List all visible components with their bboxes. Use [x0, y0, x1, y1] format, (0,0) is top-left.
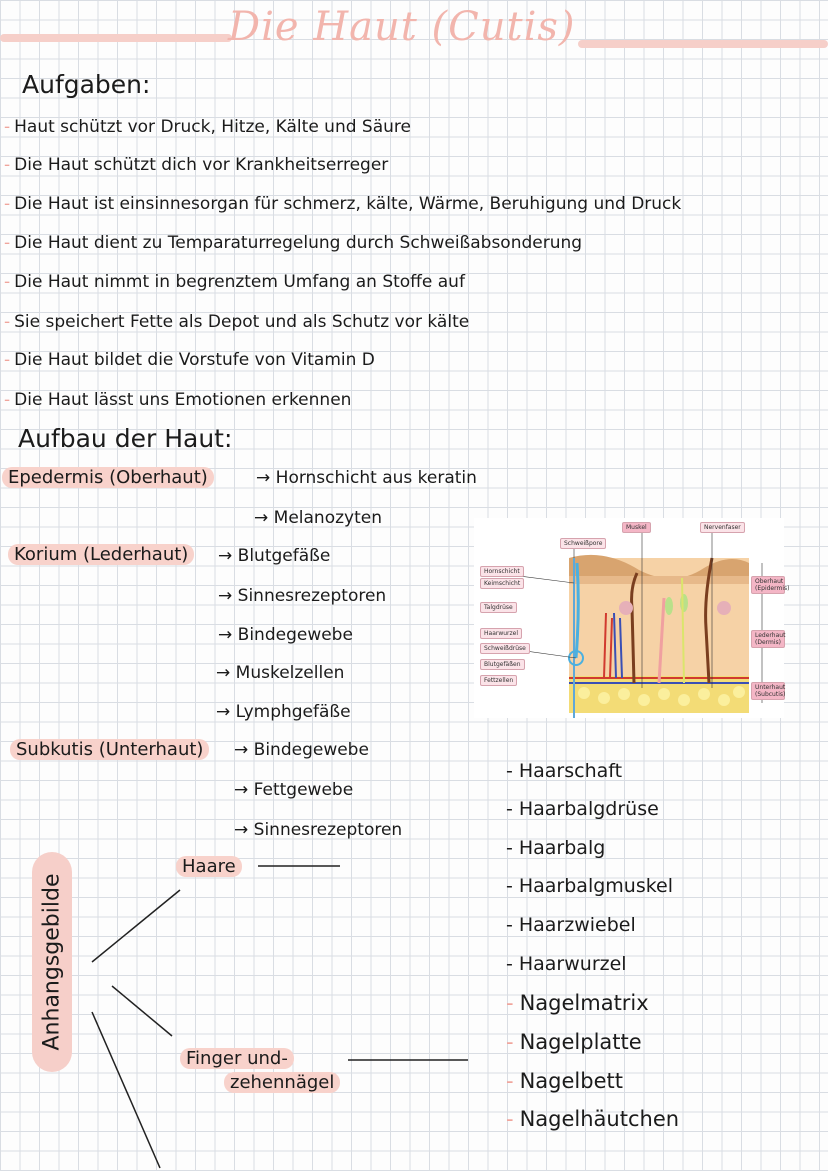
- diagram-label-top: Schweißpore: [560, 538, 606, 549]
- nail-item: - Nagelplatte: [506, 1030, 642, 1054]
- task-item: - Die Haut bildet die Vorstufe von Vitamin D: [4, 350, 375, 370]
- nails-label-line1: Finger und-: [180, 1048, 294, 1069]
- hair-item: - Haarschaft: [506, 760, 623, 782]
- task-item: - Die Haut dient zu Temparaturregelung durch Schweißabsonderung: [4, 233, 583, 253]
- nail-item: - Nagelbett: [506, 1069, 623, 1093]
- nails-label-line2: zehennägel: [224, 1072, 340, 1093]
- diagram-label-right: Unterhaut (Subcutis): [751, 682, 785, 700]
- hair-item: - Haarwurzel: [506, 953, 627, 975]
- title-underline-right: [578, 40, 828, 48]
- epidermis-item: → Melanozyten: [254, 508, 382, 528]
- task-item: - Haut schützt vor Druck, Hitze, Kälte und Säure: [4, 117, 411, 137]
- subkutis-item: → Bindegewebe: [234, 740, 369, 760]
- task-item: - Die Haut nimmt in begrenztem Umfang an Stoffe auf: [4, 272, 465, 292]
- hair-item: - Haarbalgmuskel: [506, 875, 674, 897]
- page-title: Die Haut (Cutis): [228, 4, 576, 50]
- hair-item: - Haarbalgdrüse: [506, 798, 659, 820]
- task-item: - Die Haut schützt dich vor Krankheitserreger: [4, 155, 389, 175]
- subkutis-label: Subkutis (Unterhaut): [10, 739, 209, 760]
- diagram-label-left: Schweißdrüse: [480, 643, 530, 654]
- task-item: - Die Haut lässt uns Emotionen erkennen: [4, 390, 352, 410]
- diagram-label-left: Blutgefäßen: [480, 659, 525, 670]
- epidermis-item: → Hornschicht aus keratin: [256, 468, 477, 488]
- diagram-label-left: Talgdrüse: [480, 602, 517, 613]
- subkutis-item: → Fettgewebe: [234, 780, 354, 800]
- appendages-label: Anhangsgebilde: [32, 852, 72, 1072]
- diagram-label-right: Lederhaut (Dermis): [751, 630, 785, 648]
- diagram-label-top: Muskel: [622, 522, 651, 533]
- nail-item: - Nagelhäutchen: [506, 1107, 680, 1131]
- task-item: - Sie speichert Fette als Depot und als Schutz vor kälte: [4, 312, 470, 332]
- diagram-label-left: Hornschicht: [480, 566, 524, 577]
- korium-item: → Blutgefäße: [218, 546, 331, 566]
- diagram-label-left: Keimschicht: [480, 578, 524, 589]
- title-underline-left: [0, 34, 232, 42]
- korium-label: Korium (Lederhaut): [8, 544, 194, 565]
- diagram-label-left: Fettzellen: [480, 675, 517, 686]
- hair-item: - Haarzwiebel: [506, 914, 636, 936]
- diagram-label-top: Nervenfaser: [700, 522, 745, 533]
- hair-label: Haare: [176, 856, 242, 877]
- tasks-heading: Aufgaben:: [22, 70, 151, 99]
- korium-item: → Bindegewebe: [218, 625, 353, 645]
- diagram-label-left: Haarwurzel: [480, 628, 522, 639]
- structure-heading: Aufbau der Haut:: [18, 424, 233, 453]
- diagram-label-right: Oberhaut (Epidermis): [751, 576, 785, 594]
- subkutis-item: → Sinnesrezeptoren: [234, 820, 403, 840]
- korium-item: → Sinnesrezeptoren: [218, 586, 387, 606]
- skin-cross-section-diagram: [474, 518, 790, 718]
- korium-item: → Muskelzellen: [216, 663, 345, 683]
- korium-item: → Lymphgefäße: [216, 702, 351, 722]
- skin-illustration: [474, 518, 784, 718]
- hair-item: - Haarbalg: [506, 837, 606, 859]
- epidermis-label: Epedermis (Oberhaut): [2, 467, 214, 488]
- nail-item: - Nagelmatrix: [506, 991, 649, 1015]
- task-item: - Die Haut ist einsinnesorgan für schmerz, kälte, Wärme, Beruhigung und Druck: [4, 194, 682, 214]
